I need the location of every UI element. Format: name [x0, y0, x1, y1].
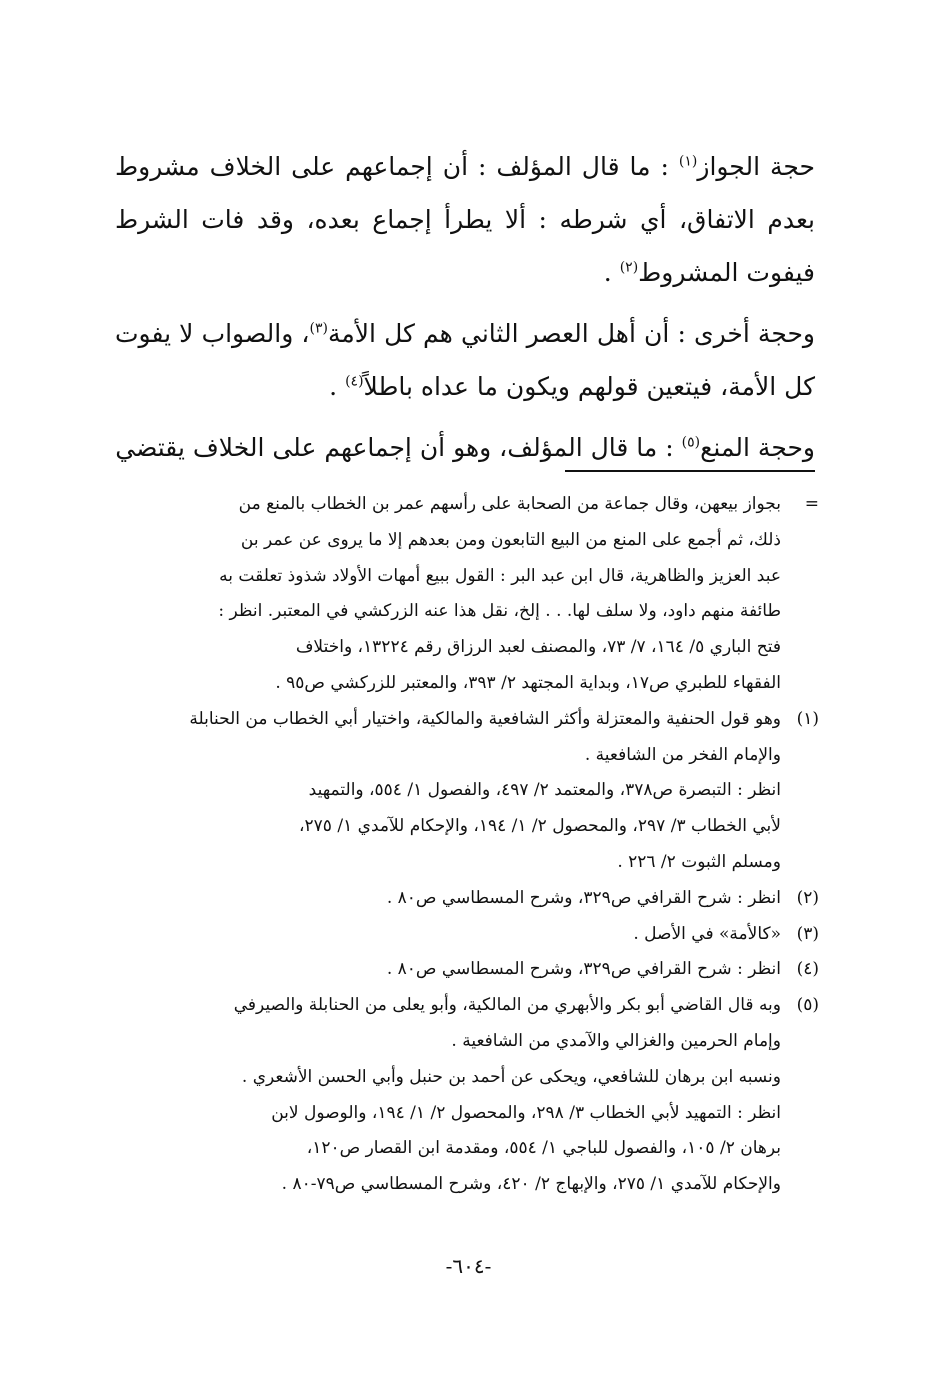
footnote-divider: [565, 470, 815, 472]
footnote-marker: (٥): [796, 995, 819, 1016]
main-text: [115, 140, 815, 482]
footnote-body: [109, 952, 781, 988]
footnote-marker: (٢): [796, 887, 819, 908]
footnote-reference: (٣): [309, 320, 328, 337]
footnote-reference: (٤): [345, 373, 364, 390]
footnote-marker: (١): [796, 708, 819, 729]
footnote-line: وإمام الحرمين والغزالي والآمدي من الشافعية .: [451, 1030, 781, 1051]
footnote-1: [109, 702, 819, 881]
paragraph-text: وحجة أخرى : أن أهل العصر الثاني هم كل الأمة: [327, 319, 815, 348]
paragraph-text: : ما قال المؤلف، وهو أن إجماعهم على الخلاف يقتضي: [115, 433, 682, 462]
page-number: -٦٠٤-: [445, 1254, 492, 1278]
footnote-line: انظر : التمهيد لأبي الخطاب ٣/ ٢٩٨، والمحصول ٢/ ١/ ١٩٤، والوصول لابن: [271, 1102, 781, 1123]
footnote-body: [109, 917, 781, 953]
footnote-line: انظر : التبصرة ص٣٧٨، والمعتمد ٢/ ٤٩٧، والفصول ١/ ٥٥٤، والتمهيد: [308, 780, 781, 801]
footnote-marker: =: [804, 494, 819, 514]
footnote-line: والإمام الفخر من الشافعية .: [584, 744, 781, 765]
footnote-reference: (٢): [619, 259, 639, 276]
paragraph-text: وحجة المنع: [700, 433, 815, 462]
footnote-body: [109, 988, 781, 1203]
footnote-marker: (٣): [796, 923, 819, 944]
footnote-line: وبه قال القاضي أبو بكر والأبهري من المالكية، وأبو يعلى من الحنابلة والصيرفي: [233, 995, 781, 1016]
footnote-2: [109, 881, 819, 917]
paragraph-text: .: [329, 372, 346, 401]
footnote-3: [109, 917, 819, 953]
footnote-line: طائفة منهم داود، ولا سلف لها. . . إلخ، نقل هذا عنه الزركشي في المعتبر. انظر :: [218, 601, 781, 622]
footnote-body: [109, 702, 781, 881]
paragraph-text: : ما قال المؤلف : أن إجماعهم على الخلاف مشروط بعدم الاتفاق، أي شرطه : ألا يطرأ إجماع بعده، وقد فات الشرط فيفوت المشروط: [115, 152, 815, 287]
footnote-line: انظر : شرح القرافي ص٣٢٩، وشرح المسطاسي ص٨٠ .: [386, 887, 781, 908]
footnote-line: الفقهاء للطبري ص١٧، وبداية المجتهد ٢/ ٣٩٣، والمعتبر للزركشي ص٩٥ .: [275, 672, 781, 693]
footnote-reference: (١): [678, 153, 698, 170]
paragraph-text: .: [603, 258, 620, 287]
footnote-continuation: [109, 487, 819, 702]
paragraph-argument-other: [115, 307, 815, 413]
paragraph-argument-prohibition: [115, 421, 815, 474]
footnote-line: ومسلم الثبوت ٢/ ٢٢٦ .: [617, 851, 781, 872]
footnote-line: عبد العزيز والظاهرية، قال ابن عبد البر : القول ببيع أمهات الأولاد شذوذ تعلقت به: [219, 565, 781, 586]
footnote-line: لأبي الخطاب ٣/ ٢٩٧، والمحصول ٢/ ١/ ١٩٤، والإحكام للآمدي ١/ ٢٧٥،: [299, 816, 781, 837]
footnote-line: والإحكام للآمدي ١/ ٢٧٥، والإبهاج ٢/ ٤٢٠، وشرح المسطاسي ص٧٩-٨٠ .: [281, 1174, 781, 1195]
footnotes: [109, 487, 819, 1203]
footnote-line: وهو قول الحنفية والمعتزلة وأكثر الشافعية والمالكية، واختيار أبي الخطاب من الحنابلة: [189, 708, 781, 729]
footnote-line: «كالأمة» في الأصل .: [633, 923, 781, 944]
footnote-5: [109, 988, 819, 1203]
footnote-marker: (٤): [796, 959, 819, 980]
paragraph-argument-permission: [115, 140, 815, 299]
paragraph-text: حجة الجواز: [697, 152, 815, 181]
footnote-line: بجواز بيعهن، وقال جماعة من الصحابة على رأسهم عمر بن الخطاب بالمنع من: [238, 494, 781, 514]
footnote-body: [109, 881, 781, 917]
footnote-line: فتح الباري ٥/ ١٦٤، ٧/ ٧٣، والمصنف لعبد الرزاق رقم ١٣٢٢٤، واختلاف: [295, 637, 781, 658]
footnote-line: انظر : شرح القرافي ص٣٢٩، وشرح المسطاسي ص٨٠ .: [386, 959, 781, 980]
paragraph-text: ، والصواب لا يفوت كل الأمة، فيتعين قولهم ويكون ما عداه باطلاً: [115, 319, 815, 401]
footnote-reference: (٥): [681, 434, 701, 451]
footnote-line: ذلك، ثم أجمع على المنع من البيع التابعون ومن بعدهم إلا ما يروى عن عمر بن: [240, 529, 781, 550]
footnote-line: ونسبه ابن برهان للشافعي، ويحكى عن أحمد بن حنبل وأبي الحسن الأشعري .: [241, 1066, 781, 1087]
footnote-body: [109, 487, 781, 702]
footnote-4: [109, 952, 819, 988]
footnote-line: برهان ٢/ ١٠٥، والفصول للباجي ١/ ٥٥٤، ومقدمة ابن القصار ص١٢٠،: [306, 1138, 781, 1159]
